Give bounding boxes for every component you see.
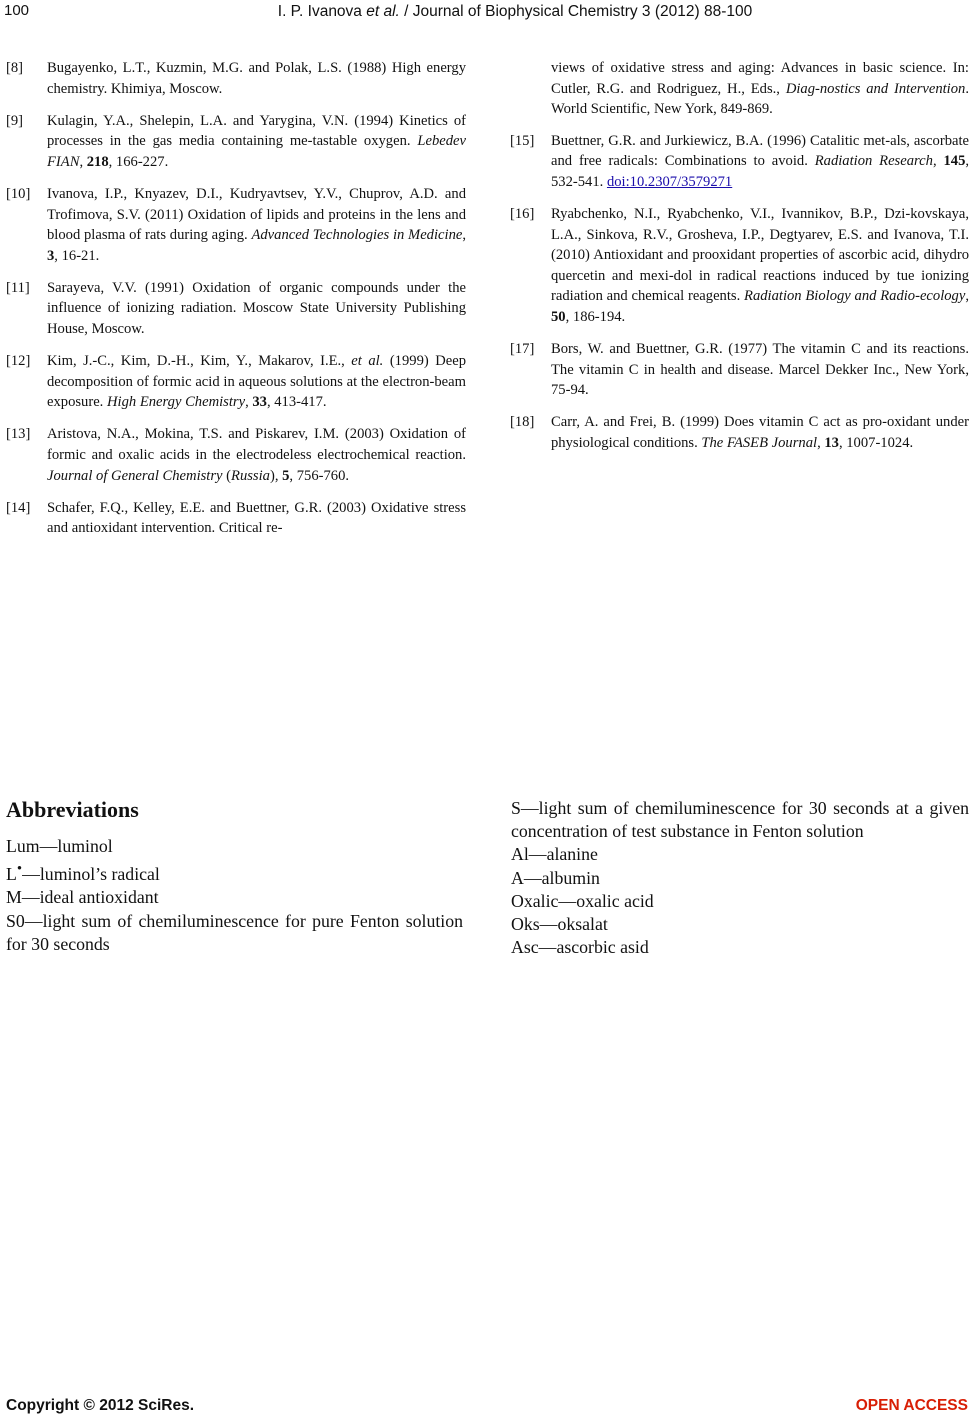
- abbreviation-item: L•—luminol’s radical: [6, 861, 160, 885]
- abbreviation-definition: light sum of chemiluminescence for pure Fenton solution for 30 seconds: [6, 910, 463, 954]
- reference-body: [47, 498, 466, 539]
- ref-text: , 186-194.: [565, 309, 626, 326]
- abbreviation-term: Lum: [6, 836, 40, 856]
- footer-open-access: OPEN ACCESS: [855, 1397, 968, 1414]
- reference-number: [14]: [6, 499, 31, 516]
- ref-text: Buettner, G.R. and Jurkiewicz, B.A. (1996) Catalitic met-als, ascorbate and free radicals: Combinations to avoid.: [551, 132, 969, 170]
- ref-text: , 166-227.: [108, 153, 169, 170]
- ref-text: Sarayeva, V.V. (1991) Oxidation of organic compounds under the influence of ionizing radiation. Moscow State University Publishing House, Moscow.: [47, 279, 466, 338]
- page-number: 100: [4, 2, 30, 19]
- ref-text: , 532-541.: [551, 153, 970, 190]
- ref-text: Ivanova, I.P., Knyazev, D.I., Kudryavtsev, Y.V., Chuprov, A.D. and Trofimova, S.V. (2011) Oxidation of lipids and proteins in the lens and blood plasma of rats during aging.: [47, 185, 466, 244]
- ref-italic-text: et al.: [351, 353, 384, 370]
- abbreviation-definition: luminol’s radical: [39, 864, 160, 885]
- abbreviation-definition: alanine: [546, 844, 598, 865]
- reference-number: [10]: [6, 185, 31, 202]
- ref-italic-text: Radiation Biology and Radio-ecology: [744, 288, 966, 305]
- header-author: I. P. Ivanova: [277, 3, 367, 20]
- ref-text: Bugayenko, L.T., Kuzmin, M.G. and Polak, L.S. (1988) High energy chemistry. Khimiya, Moscow.: [47, 60, 466, 97]
- abbreviation-definition: oksalat: [557, 914, 608, 935]
- abbreviation-item: Asc—ascorbic asid: [511, 937, 649, 958]
- abbreviation-definition: ideal antioxidant: [39, 887, 159, 908]
- running-header: [60, 3, 970, 21]
- ref-text: Carr, A. and Frei, B. (1999) Does vitamin C act as pro-oxidant under physiological conditions.: [551, 414, 969, 451]
- ref-text: ,: [79, 153, 87, 170]
- references-right-column: [510, 58, 969, 465]
- reference-body: [47, 184, 466, 266]
- reference-body: [551, 339, 969, 401]
- ref-text: (: [222, 467, 232, 484]
- radical-dot: •: [16, 861, 23, 878]
- ref-text: Schafer, F.Q., Kelley, E.E. and Buettner, G.R. (2003) Oxidative stress and antioxidant intervention. Critical re-: [47, 499, 466, 537]
- ref-italic-text: Radiation Research: [814, 153, 933, 170]
- reference-body: [47, 58, 466, 99]
- reference-item: [510, 412, 969, 453]
- ref-text: , 16-21.: [54, 247, 100, 264]
- ref-text: Aristova, N.A., Mokina, T.S. and Piskarev, I.M. (2003) Oxidation of formic and oxalic acids in the electrodeless electrochemical reaction.: [47, 426, 466, 463]
- reference-item: [6, 58, 466, 99]
- reference-number: [8]: [6, 60, 24, 76]
- ref-text: Ryabchenko, N.I., Ryabchenko, V.I., Ivannikov, B.P., Dzi-kovskaya, L.A., Sinkova, R.V., Grosheva, I.P., Degtyarev, E.S. and Ivanova, T.I. (2010) Antioxidant and prooxidant properties of ascorbic acid, dihydro quercetin and mexi-dol in radical reactions induced by tue ionizing radiation and chemical reagents.: [551, 206, 969, 305]
- abbreviation-item: S—light sum of chemiluminescence for 30 seconds at a given concentration of test substance in Fenton solution: [511, 798, 969, 842]
- ref-text: ,: [965, 288, 969, 305]
- abbreviation-item: Al—alanine: [511, 844, 598, 865]
- reference-body: [47, 424, 466, 486]
- abbreviations-left: [6, 796, 463, 956]
- reference-body: [47, 111, 466, 173]
- ref-volume: 5: [282, 467, 290, 484]
- reference-item: [6, 424, 466, 486]
- ref-text: ,: [817, 435, 825, 451]
- reference-number: [17]: [510, 341, 535, 358]
- abbreviation-term: A: [511, 867, 524, 888]
- reference-item: [6, 351, 466, 413]
- reference-item: [510, 131, 969, 193]
- reference-item: [510, 339, 969, 401]
- abbreviation-term: S: [511, 798, 521, 818]
- ref-italic-text: Russia: [231, 467, 270, 484]
- ref-italic-text: Advanced Technologies in Medicine: [251, 227, 463, 244]
- header-journal: / Journal of Biophysical Chemistry 3 (2012) 88-100: [399, 3, 753, 20]
- abbreviation-definition: albumin: [541, 867, 600, 888]
- reference-continuation: [510, 58, 969, 120]
- reference-body: [47, 278, 466, 340]
- abbreviation-definition: light sum of chemiluminescence for 30 seconds at a given concentration of test substance in Fenton solution: [511, 798, 969, 842]
- abbreviation-term: S0: [6, 910, 25, 931]
- ref-text: . World Scientific, New York, 849-869.: [551, 80, 969, 118]
- abbreviations-right: [511, 796, 969, 959]
- ref-text: ),: [269, 467, 283, 484]
- ref-text: , 756-760.: [289, 467, 350, 484]
- ref-volume: 3: [47, 247, 55, 264]
- header-et-al: et al.: [366, 3, 400, 20]
- reference-body: [551, 131, 969, 193]
- ref-italic-text: Diag-nostics and Intervention: [785, 80, 966, 97]
- ref-text: ,: [932, 153, 944, 170]
- ref-text: Kulagin, Y.A., Shelepin, L.A. and Yarygina, V.N. (1994) Kinetics of processes in the gas media containing me-tastable oxygen.: [47, 112, 466, 150]
- ref-volume: 50: [551, 309, 566, 326]
- ref-text: , 413-417.: [266, 394, 327, 411]
- abbreviation-definition: oxalic acid: [576, 890, 654, 911]
- reference-number: [18]: [510, 414, 535, 431]
- ref-volume: 145: [943, 153, 966, 170]
- abbreviation-term: L: [6, 864, 17, 885]
- reference-number: [9]: [6, 112, 24, 129]
- abbreviation-definition: luminol: [57, 836, 113, 856]
- abbreviation-item: M—ideal antioxidant: [6, 887, 159, 908]
- abbreviation-item: Oxalic—oxalic acid: [511, 890, 654, 911]
- ref-italic-text: Lebedev FIAN: [47, 133, 466, 170]
- reference-number: [11]: [6, 279, 30, 296]
- reference-body: [551, 204, 969, 328]
- reference-item: [6, 111, 466, 173]
- ref-volume: 218: [86, 153, 109, 170]
- abbreviation-term: Oxalic: [511, 890, 559, 911]
- reference-item: [6, 498, 466, 539]
- ref-text: ,: [245, 394, 253, 411]
- reference-number: [16]: [510, 206, 535, 223]
- abbreviation-item: S0—light sum of chemiluminescence for pure Fenton solution for 30 seconds: [6, 910, 463, 954]
- ref-text: Bors, W. and Buettner, G.R. (1977) The vitamin C and its reactions. The vitamin C in health and disease. Marcel Dekker Inc., New York, 75-94.: [551, 341, 969, 399]
- ref-text: , 1007-1024.: [838, 435, 914, 451]
- abbreviations-title: Abbreviations: [6, 797, 139, 822]
- abbreviation-item: Oks—oksalat: [511, 914, 608, 935]
- references-left-column: [6, 58, 466, 550]
- ref-italic-text: The FASEB Journal: [701, 435, 818, 451]
- reference-body: [551, 412, 969, 453]
- reference-item: [6, 184, 466, 266]
- reference-item: [6, 278, 466, 340]
- abbreviation-item: Lum—luminol: [6, 836, 113, 856]
- ref-text: Kim, J.-C., Kim, D.-H., Kim, Y., Makarov, I.E.,: [47, 353, 352, 370]
- reference-number: [13]: [6, 426, 31, 443]
- ref-italic-text: Journal of General Chemistry: [47, 467, 223, 484]
- abbreviation-term: Al: [511, 844, 529, 865]
- ref-text: (1999) Deep decomposition of formic acid in aqueous solutions at the electron-beam exposure.: [47, 353, 466, 411]
- reference-number: [12]: [6, 353, 31, 370]
- doi-link[interactable]: doi:10.2307/3579271: [606, 173, 733, 190]
- abbreviation-item: A—albumin: [511, 867, 600, 888]
- ref-volume: 13: [824, 435, 839, 451]
- abbreviation-definition: ascorbic asid: [556, 937, 649, 958]
- ref-text: ,: [462, 227, 466, 244]
- ref-volume: 33: [252, 394, 267, 411]
- ref-text: views of oxidative stress and aging: Advances in basic science. In: Cutler, R.G. and Rodriguez, H., Eds.,: [551, 60, 969, 97]
- abbreviation-term: Asc: [511, 937, 539, 958]
- reference-number: [15]: [510, 132, 535, 149]
- abbreviation-term: M: [6, 887, 22, 908]
- reference-item: [510, 204, 969, 328]
- reference-body: [47, 351, 466, 413]
- footer-copyright: Copyright © 2012 SciRes.: [6, 1397, 195, 1414]
- ref-italic-text: High Energy Chemistry: [106, 394, 246, 411]
- abbreviation-term: Oks: [511, 914, 540, 935]
